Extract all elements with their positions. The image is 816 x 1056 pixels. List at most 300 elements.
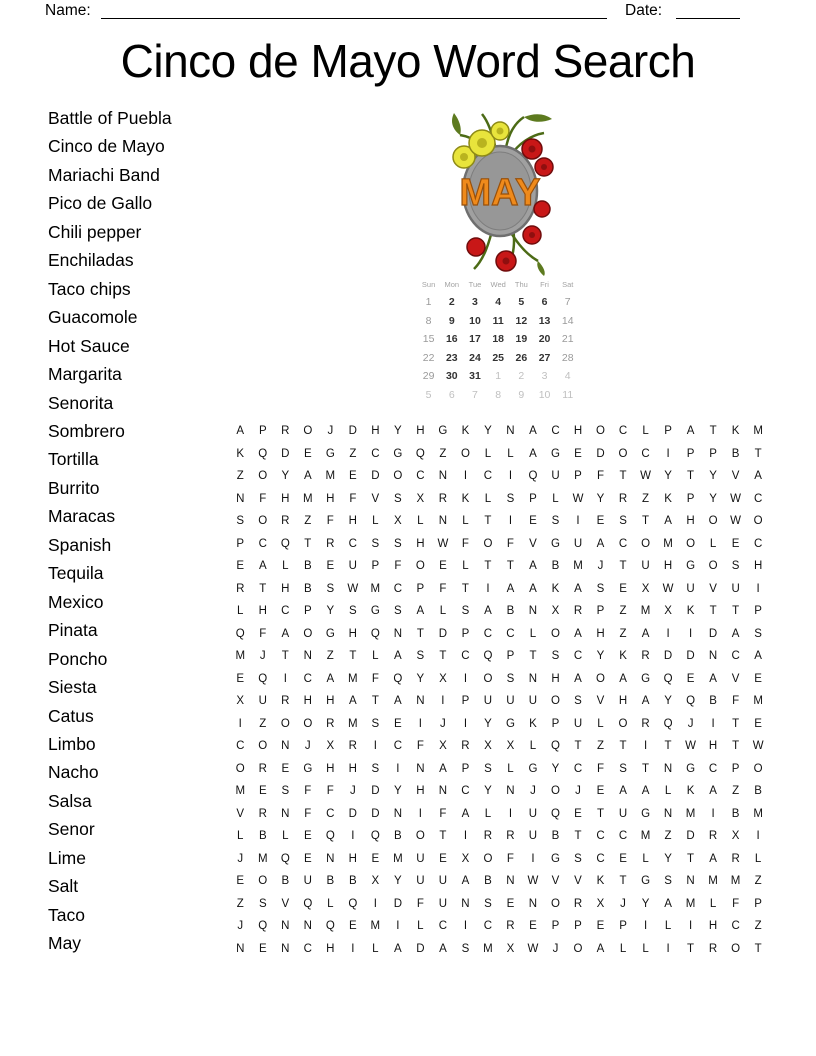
grid-cell: S [371, 537, 380, 550]
grid-cell: O [258, 740, 268, 753]
grid-cell: P [236, 537, 245, 550]
grid-cell: I [486, 582, 490, 595]
grid-cell: I [688, 627, 693, 640]
grid-cell: M [370, 920, 381, 933]
grid-row [229, 645, 769, 668]
grid-row [229, 443, 769, 466]
grid-cell: I [666, 627, 670, 640]
grid-cell: O [258, 875, 268, 888]
grid-cell: D [686, 830, 695, 843]
grid-cell: L [642, 942, 649, 955]
grid-cell: P [258, 425, 267, 437]
grid-cell: E [574, 447, 582, 460]
grid-cell: F [349, 492, 357, 505]
calendar-date: 3 [472, 296, 478, 308]
grid-row [229, 825, 769, 848]
grid-cell: Y [596, 492, 605, 505]
grid-row [229, 465, 769, 488]
grid-cell: J [620, 897, 626, 910]
grid-cell: N [438, 785, 448, 798]
grid-cell: L [642, 425, 649, 437]
grid-cell: C [753, 492, 763, 505]
grid-cell: O [573, 942, 583, 955]
may-flowers-illustration [444, 109, 558, 282]
grid-cell: K [551, 582, 560, 595]
grid-cell: R [506, 920, 515, 933]
grid-cell: F [596, 470, 605, 483]
grid-cell: W [640, 470, 651, 483]
grid-cell: C [596, 852, 605, 865]
grid-cell: I [688, 920, 693, 933]
grid-cell: L [597, 717, 604, 730]
grid-cell: C [596, 830, 605, 843]
grid-cell: L [282, 560, 289, 573]
grid-cell: X [506, 740, 515, 753]
grid-cell: Y [394, 875, 402, 888]
word-list-item: Enchiladas [48, 250, 134, 271]
grid-cell: J [237, 920, 244, 933]
grid-cell: N [236, 492, 245, 505]
grid-cell: U [573, 717, 583, 730]
calendar-date: 9 [518, 388, 525, 401]
word-list-item: Sombrero [48, 420, 125, 441]
grid-cell: K [529, 717, 537, 730]
grid-cell: V [529, 537, 537, 550]
calendar-date: 15 [422, 333, 435, 346]
calendar-date: 1 [425, 296, 432, 308]
calendar-date: 29 [422, 370, 435, 383]
grid-row [229, 533, 769, 556]
grid-cell: A [506, 582, 515, 595]
grid-cell: M [663, 537, 673, 550]
calendar-date: 11 [562, 388, 574, 401]
name-blank-line [101, 18, 607, 19]
date-blank-line [676, 18, 740, 19]
grid-cell: I [396, 920, 400, 933]
grid-cell: X [394, 515, 402, 528]
grid-cell: S [574, 695, 582, 708]
grid-cell: A [574, 672, 582, 685]
grid-cell: Z [349, 447, 357, 460]
grid-cell: R [281, 425, 290, 437]
grid-cell: A [281, 627, 290, 640]
grid-cell: M [303, 492, 313, 505]
grid-cell: B [303, 582, 312, 595]
grid-cell: T [709, 605, 717, 618]
grid-cell: E [754, 717, 762, 730]
grid-cell: Y [484, 785, 492, 798]
grid-cell: C [326, 807, 335, 820]
grid-cell: U [438, 897, 448, 910]
grid-cell: I [238, 717, 242, 730]
grid-cell: I [463, 717, 468, 730]
grid-cell: Y [664, 695, 672, 708]
grid-cell: Z [439, 447, 447, 460]
grid-cell: A [709, 852, 717, 865]
grid-cell: M [348, 672, 358, 685]
grid-cell: E [439, 560, 447, 573]
grid-cell: R [641, 650, 650, 663]
grid-cell: T [281, 650, 289, 663]
grid-cell: P [461, 762, 470, 775]
grid-cell: X [439, 740, 447, 753]
grid-cell: Q [551, 807, 560, 820]
grid-cell: D [686, 650, 695, 663]
grid-cell: P [416, 582, 425, 595]
grid-cell: A [709, 785, 717, 798]
grid-cell: L [484, 492, 492, 505]
grid-cell: I [508, 515, 513, 528]
calendar-date: 18 [492, 333, 504, 346]
grid-cell: Z [754, 875, 762, 888]
grid-cell: H [303, 695, 312, 708]
grid-cell: I [441, 695, 445, 708]
grid-cell: V [709, 582, 717, 595]
grid-cell: F [259, 627, 267, 640]
grid-cell: R [258, 807, 267, 820]
grid-cell: E [506, 897, 515, 910]
grid-cell: D [348, 425, 357, 437]
grid-row [229, 848, 769, 871]
grid-cell: C [641, 447, 650, 460]
grid-cell: U [573, 537, 583, 550]
grid-cell: T [732, 717, 740, 730]
grid-cell: O [258, 470, 268, 483]
grid-cell: V [281, 897, 290, 910]
grid-cell: I [283, 672, 287, 685]
grid-cell: L [372, 515, 379, 528]
grid-cell: F [371, 672, 379, 685]
grid-cell: X [664, 605, 672, 618]
word-list-item: Taco chips [48, 278, 131, 299]
grid-cell: E [258, 785, 267, 798]
calendar-date: 14 [561, 314, 574, 327]
calendar-day-header: Wed [490, 280, 506, 289]
grid-cell: P [596, 605, 605, 618]
grid-cell: B [326, 875, 335, 888]
date-label: Date: [625, 2, 663, 19]
grid-cell: X [236, 695, 245, 708]
grid-cell: E [754, 672, 762, 685]
grid-cell: A [326, 672, 335, 685]
grid-cell: K [461, 492, 470, 505]
calendar-date: 17 [469, 333, 481, 346]
grid-cell: G [686, 762, 696, 775]
grid-cell: W [730, 492, 742, 505]
grid-cell: Q [258, 920, 268, 933]
grid-cell: M [348, 717, 358, 730]
grid-cell: J [259, 650, 266, 663]
grid-cell: L [664, 920, 672, 933]
grid-cell: Y [394, 425, 402, 437]
grid-cell: C [348, 537, 357, 550]
grid-cell: A [258, 560, 267, 573]
grid-cell: O [686, 537, 696, 550]
grid-cell: B [349, 875, 357, 888]
calendar-day-header: Tue [468, 280, 482, 289]
grid-cell: Z [326, 650, 334, 663]
grid-cell: S [664, 875, 672, 888]
grid-cell: Q [325, 920, 335, 933]
grid-cell: N [708, 650, 718, 663]
calendar-date: 9 [448, 314, 455, 327]
grid-cell: F [394, 560, 402, 573]
grid-cell: O [303, 627, 313, 640]
grid-cell: N [416, 695, 425, 708]
grid-cell: I [463, 470, 468, 483]
grid-cell: H [326, 762, 335, 775]
grid-cell: M [325, 470, 336, 483]
grid-cell: U [416, 875, 425, 888]
grid-cell: R [438, 492, 448, 505]
grid-cell: A [439, 762, 447, 775]
grid-cell: S [506, 492, 515, 505]
word-list-item: Catus [48, 705, 94, 726]
grid-cell: J [237, 852, 244, 865]
calendar-date: 19 [515, 333, 528, 346]
grid-cell: F [506, 537, 514, 550]
grid-cell: C [731, 920, 740, 933]
grid-cell: C [708, 762, 718, 775]
grid-cell: H [551, 672, 560, 685]
grid-row [229, 758, 769, 781]
calendar-date: 5 [425, 388, 432, 401]
grid-cell: E [596, 785, 605, 798]
grid-row [229, 713, 769, 736]
grid-cell: M [753, 807, 763, 820]
grid-cell: Q [303, 897, 313, 910]
grid-cell: T [259, 582, 267, 595]
calendar-date: 13 [538, 314, 551, 327]
calendar-date: 10 [538, 388, 551, 401]
grid-cell: T [574, 830, 582, 843]
grid-cell: T [619, 740, 627, 753]
grid-cell: I [531, 852, 535, 865]
grid-cell: I [508, 807, 513, 820]
grid-cell: L [372, 650, 379, 663]
grid-cell: S [281, 785, 290, 798]
grid-cell: Q [528, 470, 538, 483]
grid-cell: R [573, 897, 583, 910]
grid-cell: N [438, 470, 448, 483]
grid-cell: N [528, 897, 538, 910]
grid-cell: X [731, 830, 740, 843]
grid-cell: X [596, 897, 605, 910]
grid-cell: T [596, 807, 605, 820]
grid-cell: Q [258, 447, 268, 460]
grid-cell: C [416, 470, 425, 483]
grid-cell: H [326, 492, 335, 505]
grid-cell: C [483, 920, 493, 933]
calendar-date: 21 [561, 333, 574, 346]
grid-cell: T [529, 650, 537, 663]
calendar-date: 30 [445, 370, 458, 383]
grid-cell: L [237, 830, 244, 843]
grid-cell: C [483, 470, 493, 483]
grid-cell: C [438, 920, 448, 933]
grid-cell: G [641, 875, 651, 888]
grid-cell: A [754, 470, 762, 483]
grid-cell: Q [663, 717, 673, 730]
grid-cell: A [529, 560, 537, 573]
grid-cell: P [686, 447, 695, 460]
grid-cell: G [505, 717, 515, 730]
word-list-item: Tequila [48, 563, 104, 584]
grid-cell: X [551, 605, 560, 618]
grid-cell: H [348, 762, 357, 775]
grid-cell: A [574, 627, 582, 640]
grid-cell: S [326, 582, 335, 595]
grid-cell: J [552, 942, 559, 955]
grid-row [229, 578, 769, 601]
grid-cell: R [461, 740, 470, 753]
grid-cell: A [596, 537, 605, 550]
grid-cell: G [551, 447, 560, 460]
grid-cell: B [394, 830, 402, 843]
grid-cell: I [508, 470, 513, 483]
grid-cell: X [326, 740, 335, 753]
grid-cell: K [664, 492, 672, 505]
grid-cell: V [731, 470, 740, 483]
grid-cell: E [596, 515, 605, 528]
grid-cell: N [393, 807, 403, 820]
grid-cell: O [483, 537, 493, 550]
grid-cell: V [574, 875, 582, 888]
grid-cell: M [730, 875, 741, 888]
grid-cell: P [619, 920, 627, 933]
calendar-day-header: Fri [540, 280, 549, 289]
grid-cell: T [619, 560, 627, 573]
grid-cell: P [574, 920, 582, 933]
grid-cell: O [280, 717, 290, 730]
grid-cell: R [506, 830, 515, 843]
grid-cell: I [666, 942, 670, 955]
grid-cell: E [731, 537, 740, 550]
grid-cell: C [303, 942, 312, 955]
grid-cell: U [483, 695, 493, 708]
grid-cell: L [327, 897, 334, 910]
grid-cell: E [619, 852, 627, 865]
grid-cell: M [235, 785, 246, 798]
grid-cell: Q [686, 695, 696, 708]
grid-cell: B [731, 447, 740, 460]
grid-cell: N [506, 785, 515, 798]
grid-cell: U [528, 830, 538, 843]
grid-cell: N [506, 425, 515, 437]
grid-cell: E [236, 560, 245, 573]
grid-cell: O [618, 447, 628, 460]
grid-cell: C [731, 650, 740, 663]
grid-cell: L [529, 627, 537, 640]
word-list-item: Salt [48, 876, 79, 897]
grid-cell: S [731, 560, 740, 573]
calendar-date: 27 [538, 351, 551, 364]
grid-cell: L [417, 515, 424, 528]
grid-cell: H [348, 515, 357, 528]
word-list-item: Mariachi Band [48, 164, 160, 185]
grid-cell: W [347, 582, 359, 595]
grid-cell: C [461, 785, 470, 798]
grid-cell: G [303, 762, 313, 775]
word-list-item: Siesta [48, 677, 97, 698]
grid-cell: I [351, 942, 355, 955]
grid-cell: J [440, 717, 446, 730]
calendar-date: 10 [469, 314, 481, 327]
grid-cell: S [619, 762, 627, 775]
grid-cell: B [551, 560, 560, 573]
grid-cell: I [756, 830, 760, 843]
grid-cell: Z [619, 627, 627, 640]
grid-cell: J [349, 785, 356, 798]
grid-cell: A [641, 627, 650, 640]
grid-cell: A [574, 582, 582, 595]
calendar-date: 2 [448, 296, 455, 308]
grid-cell: C [618, 425, 628, 437]
grid-cell: L [462, 560, 469, 573]
grid-cell: G [325, 447, 335, 460]
grid-cell: R [731, 852, 740, 865]
grid-cell: M [708, 875, 718, 888]
grid-cell: I [351, 830, 355, 843]
grid-cell: R [708, 942, 718, 955]
letter-grid [229, 420, 769, 960]
grid-cell: F [304, 807, 312, 820]
word-list-item: Chili pepper [48, 221, 142, 242]
grid-cell: F [439, 807, 447, 820]
grid-cell: U [731, 582, 740, 595]
calendar-date: 3 [541, 370, 548, 383]
grid-cell: I [463, 830, 468, 843]
word-list-item: Guacomole [48, 307, 138, 328]
grid-cell: O [393, 470, 403, 483]
grid-cell: N [461, 897, 470, 910]
grid-cell: Q [663, 672, 673, 685]
grid-cell: T [754, 942, 762, 955]
grid-cell: W [527, 875, 539, 888]
grid-cell: V [371, 492, 380, 505]
grid-cell: S [484, 762, 492, 775]
grid-cell: C [573, 762, 583, 775]
grid-cell: Z [236, 470, 244, 483]
grid-cell: Q [483, 650, 493, 663]
grid-cell: Q [348, 897, 358, 910]
word-list-item: Pinata [48, 620, 98, 641]
grid-cell: H [371, 425, 380, 437]
grid-cell: O [551, 627, 560, 640]
grid-cell: A [529, 425, 537, 437]
grid-cell: N [438, 515, 448, 528]
grid-cell: C [573, 650, 583, 663]
grid-cell: S [461, 942, 470, 955]
grid-cell: R [641, 717, 650, 730]
grid-cell: O [258, 515, 268, 528]
grid-cell: C [551, 425, 560, 437]
grid-cell: H [326, 695, 335, 708]
grid-cell: O [303, 425, 313, 437]
calendar-date: 11 [492, 314, 504, 327]
grid-cell: C [618, 537, 628, 550]
grid-cell: A [394, 695, 402, 708]
grid-cell: A [754, 650, 762, 663]
grid-cell: B [506, 605, 515, 618]
grid-cell: V [596, 695, 605, 708]
grid-row [229, 555, 769, 578]
calendar-date: 4 [495, 296, 502, 308]
grid-cell: M [483, 942, 493, 955]
grid-cell: E [303, 830, 312, 843]
grid-cell: T [484, 515, 492, 528]
calendar-date: 2 [518, 370, 525, 383]
